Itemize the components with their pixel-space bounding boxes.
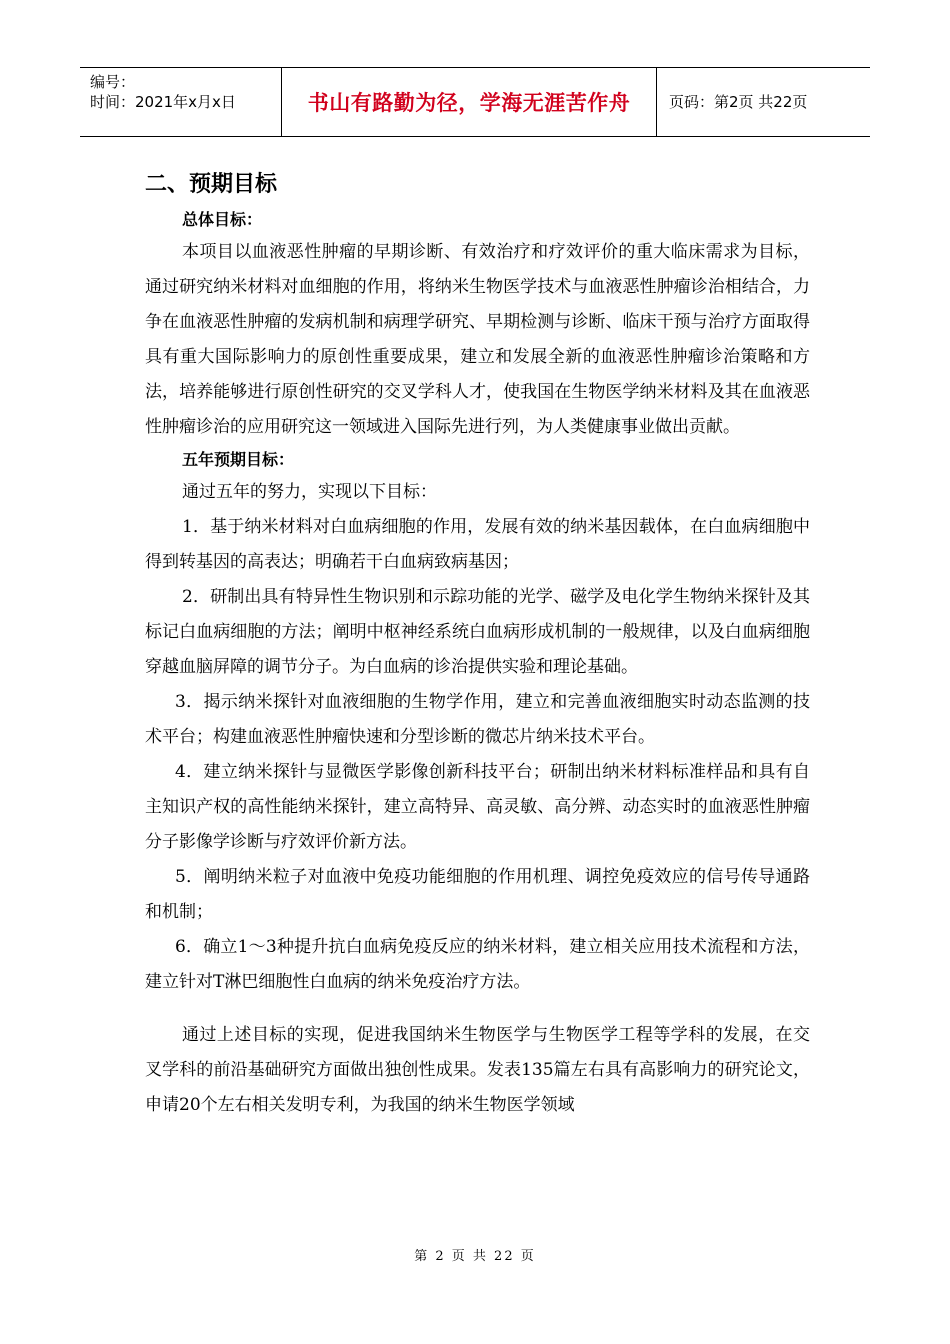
goal-item: 6．确立1～3种提升抗白血病免疫反应的纳米材料，建立相关应用技术流程和方法，建立针对T淋巴细胞性白血病的纳米免疫治疗方法。 bbox=[145, 937, 810, 992]
page-footer: 第 2 页 共 22 页 bbox=[414, 1249, 536, 1264]
overall-goal-paragraph: 本项目以血液恶性肿瘤的早期诊断、有效治疗和疗效评价的重大临床需求为目标，通过研究纳米材料对血细胞的作用，将纳米生物医学技术与血液恶性肿瘤诊治相结合，力争在血液恶性肿瘤的发病机制和病理学研究、早期检测与诊断、临床干预与治疗方面取得具有重大国际影响力的原创性重要成果，建立和发展全新的血液恶性肿瘤诊治策略和方法，培养能够进行原创性研究的交叉学科人才，使我国在生物医学纳米材料及其在血液恶性肿瘤诊治的应用研究这一领域进入国际先进行列，为人类健康事业做出贡献。 bbox=[145, 242, 810, 437]
spacer bbox=[145, 1000, 810, 1018]
section-heading: 二、预期目标 bbox=[145, 172, 278, 197]
page-info: 页码：第2页 共22页 bbox=[669, 92, 808, 111]
goal-item: 2．研制出具有特异性生物识别和示踪功能的光学、磁学及电化学生物纳米探针及其标记白血病细胞的方法；阐明中枢神经系统白血病形成机制的一般规律，以及白血病细胞穿越血脑屏障的调节分子。为白血病的诊治提供实验和理论基础。 bbox=[145, 587, 810, 677]
overall-goal-label: 总体目标： bbox=[182, 210, 263, 229]
motto: 书山有路勤为径，学海无涯苦作舟 bbox=[307, 91, 631, 115]
five-year-goal-label: 五年预期目标： bbox=[182, 450, 295, 469]
goal-item: 4．建立纳米探针与显微医学影像创新科技平台；研制出纳米材料标准样品和具有自主知识产权的高性能纳米探针，建立高特异、高灵敏、高分辨、动态实时的血液恶性肿瘤分子影像学诊断与疗效评价新方法。 bbox=[145, 762, 810, 852]
five-year-intro: 通过五年的努力，实现以下目标： bbox=[182, 482, 437, 502]
header-meta-cell bbox=[80, 68, 282, 136]
goal-item: 1．基于纳米材料对白血病细胞的作用，发展有效的纳米基因载体，在白血病细胞中得到转基因的高表达；明确若干白血病致病基因； bbox=[145, 517, 810, 572]
time-label: 时间：2021年x月x日 bbox=[90, 93, 236, 111]
conclusion-paragraph: 通过上述目标的实现，促进我国纳米生物医学与生物医学工程等学科的发展，在交叉学科的前沿基础研究方面做出独创性成果。发表135篇左右具有高影响力的研究论文，申请20个左右相关发明专利，为我国的纳米生物医学领域 bbox=[145, 1025, 810, 1115]
goal-item: 5．阐明纳米粒子对血液中免疫功能细胞的作用机理、调控免疫效应的信号传导通路和机制； bbox=[145, 867, 810, 922]
goal-item: 3．揭示纳米探针对血液细胞的生物学作用，建立和完善血液细胞实时动态监测的技术平台；构建血液恶性肿瘤快速和分型诊断的微芯片纳米技术平台。 bbox=[145, 692, 810, 747]
document-header bbox=[80, 67, 870, 137]
header-motto-cell bbox=[282, 68, 657, 136]
main-content bbox=[145, 165, 810, 1123]
number-label: 编号： bbox=[90, 73, 136, 91]
header-page-cell bbox=[657, 68, 870, 136]
